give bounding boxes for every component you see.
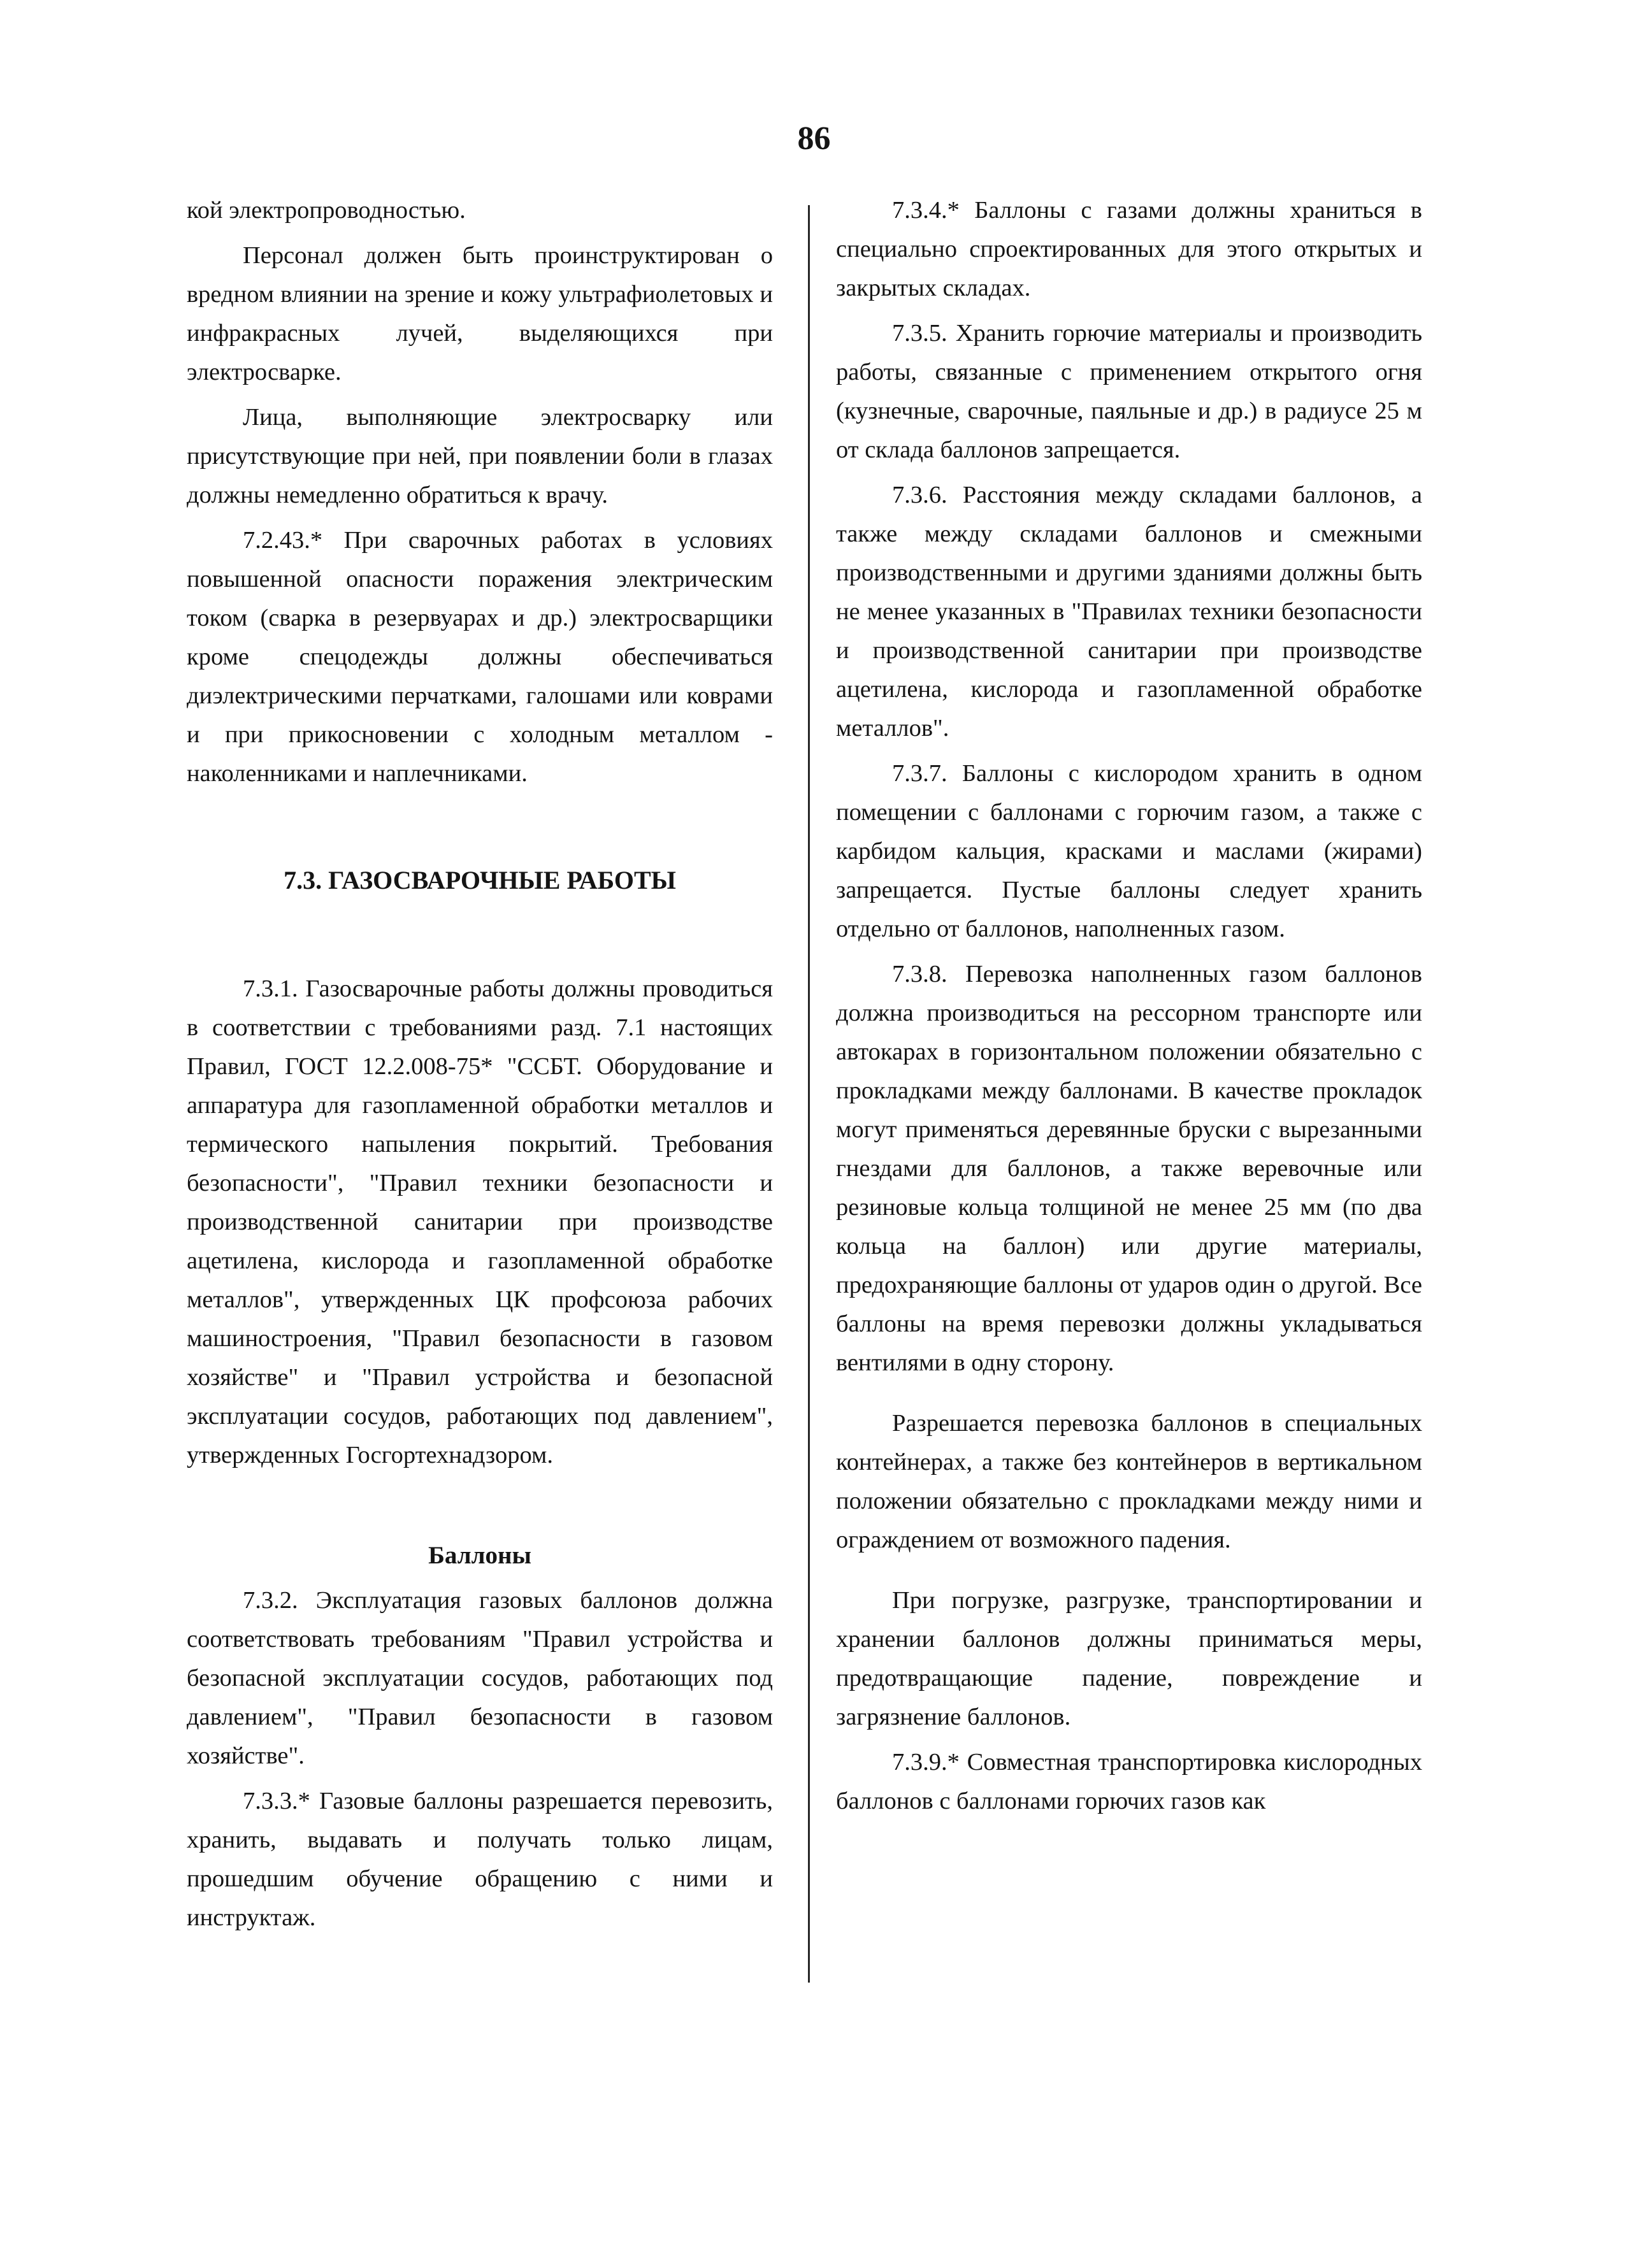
page-number: 86 xyxy=(797,120,831,157)
paragraph-7-3-6: 7.3.6. Расстояния между складами баллонов, а также между складами баллонов и смежными производственными и другими зданиями должны быть не менее указанных в "Правилах техники безопасности и производственной санитарии при производстве ацетилена, кислорода и газопламенной обработке металлов". xyxy=(836,482,1422,742)
paragraph-container-transport: Разрешается перевозка баллонов в специальных контейнерах, а также без контейнеров в вертикальном положении обязательно с прокладками между ними и ограждением от возможного падения. xyxy=(836,1410,1422,1553)
section-heading-gas-welding: 7.3. ГАЗОСВАРОЧНЫЕ РАБОТЫ xyxy=(284,866,676,894)
paragraph-7-3-9: 7.3.9.* Совместная транспортировка кислородных баллонов с баллонами горючих газов как xyxy=(836,1749,1422,1814)
paragraph-7-3-2: 7.3.2. Эксплуатация газовых баллонов должна соответствовать требованиям "Правил устройства и безопасной эксплуатации сосудов, работающих под давлением", "Правил безопасности в газовом хозяйстве". xyxy=(187,1587,773,1769)
right-column xyxy=(836,191,1422,1821)
paragraph-eye-pain: Лица, выполняющие электросварку или присутствующие при ней, при появлении боли в глазах должны немедленно обратиться к врачу. xyxy=(187,404,773,508)
paragraph-personnel-instruction: Персонал должен быть проинструктирован о вредном влиянии на зрение и кожу ультрафиолетовых и инфракрасных лучей, выделяющихся при электросварке. xyxy=(187,242,773,385)
column-divider xyxy=(808,205,810,1983)
paragraph-7-3-1: 7.3.1. Газосварочные работы должны проводиться в соответствии с требованиями разд. 7.1 настоящих Правил, ГОСТ 12.2.008-75* "ССБТ. Оборудование и аппаратура для газопламенной обработки металлов и термического напыления покрытий. Требования безопасности", "Правил техники безопасности и производственной санитарии при производстве ацетилена, кислорода и газопламенной обработке металлов", утвержденных ЦК профсоюза рабочих машиностроения, "Правил безопасности в газовом хозяйстве" и "Правил устройства и безопасной эксплуатации сосудов, работающих под давлением", утвержденных Госгортехнадзором. xyxy=(187,975,773,1468)
paragraph-7-3-3: 7.3.3.* Газовые баллоны разрешается перевозить, хранить, выдавать и получать только лицам, прошедшим обучение обращению с ними и инструктаж. xyxy=(187,1788,773,1931)
paragraph-7-3-5: 7.3.5. Хранить горючие материалы и производить работы, связанные с применением открытого огня (кузнечные, сварочные, паяльные и др.) в радиусе 25 м от склада баллонов запрещается. xyxy=(836,320,1422,463)
paragraph-7-3-7: 7.3.7. Баллоны с кислородом хранить в одном помещении с баллонами с горючим газом, а также с карбидом кальция, красками и маслами (жирами) запрещается. Пустые баллоны следует хранить отдельно от баллонов, наполненных газом. xyxy=(836,760,1422,942)
subheading-cylinders: Баллоны xyxy=(428,1542,531,1569)
left-column xyxy=(187,191,773,1937)
paragraph-7-3-8: 7.3.8. Перевозка наполненных газом баллонов должна производиться на рессорном транспорте или автокарах в горизонтальном положении обязательно с прокладками между баллонами. В качестве прокладок могут применяться деревянные бруски с вырезанными гнездами для баллонов, а также веревочные или резиновые кольца толщиной не менее 25 мм (по два кольца на баллон) или другие материалы, предохраняющие баллоны от ударов один о другой. Все баллоны на время перевозки должны укладываться вентилями в одну сторону. xyxy=(836,961,1422,1376)
paragraph-7-2-43: 7.2.43.* При сварочных работах в условиях повышенной опасности поражения электрическим током (сварка в резервуарах и др.) электросварщики кроме спецодежды должны обеспечиваться диэлектрическими перчатками, галошами или коврами и при прикосновении с холодным металлом - наколенниками и наплечниками. xyxy=(187,527,773,787)
paragraph-continuation: кой электропроводностью. xyxy=(187,197,466,224)
paragraph-loading-unloading: При погрузке, разгрузке, транспортировании и хранении баллонов должны приниматься меры, предотвращающие падение, повреждение и загрязнение баллонов. xyxy=(836,1587,1422,1730)
paragraph-7-3-4: 7.3.4.* Баллоны с газами должны храниться в специально спроектированных для этого открытых и закрытых складах. xyxy=(836,197,1422,301)
